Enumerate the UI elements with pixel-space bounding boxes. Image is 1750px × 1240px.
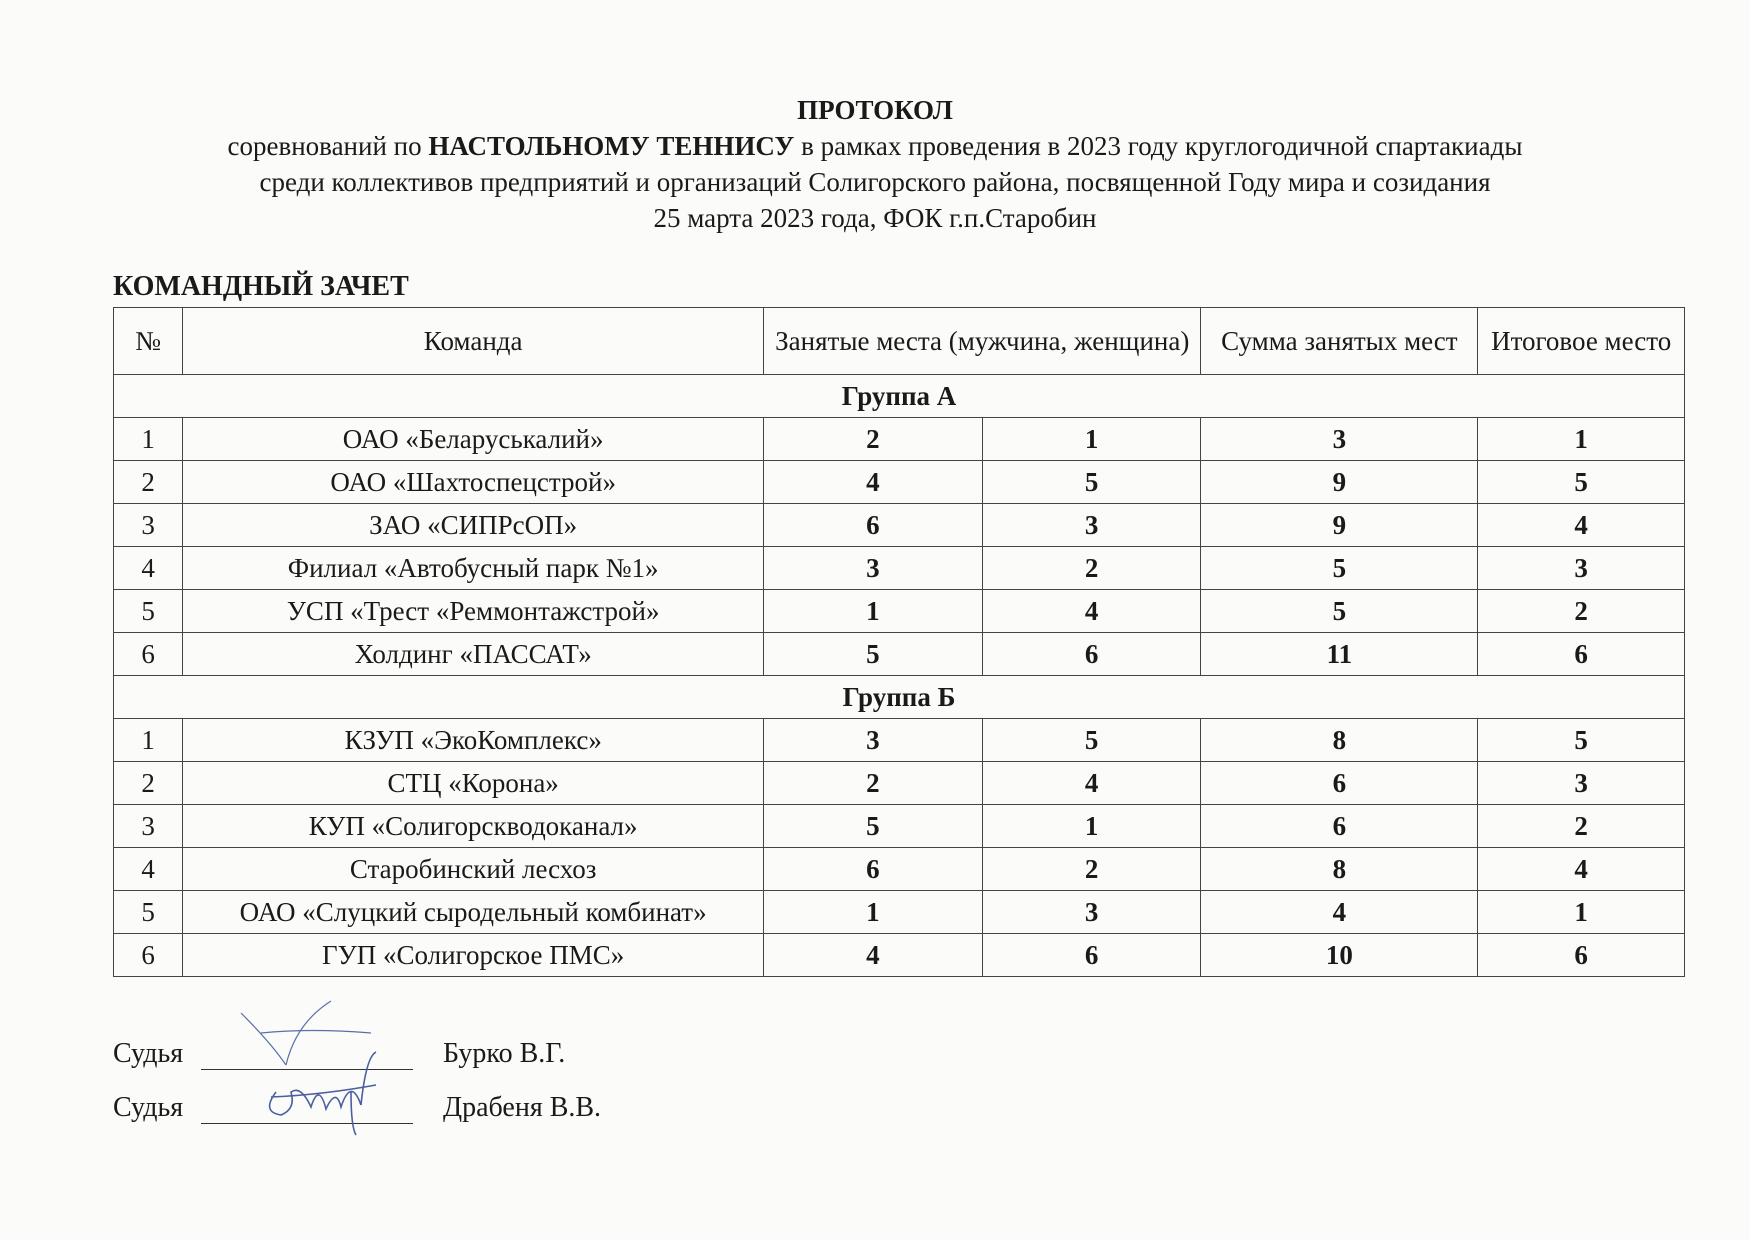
cell-team: ЗАО «СИПРсОП» <box>183 504 764 547</box>
header-team: Команда <box>183 308 764 375</box>
cell-sum: 9 <box>1201 504 1478 547</box>
header-line-1 <box>0 128 1750 164</box>
document-title: ПРОТОКОЛ <box>797 95 953 125</box>
table-row <box>114 762 1685 805</box>
table-row <box>114 848 1685 891</box>
cell-team: Филиал «Автобусный парк №1» <box>183 547 764 590</box>
cell-final-place: 2 <box>1478 590 1685 633</box>
cell-men-place: 5 <box>764 633 983 676</box>
header-line-3: 25 марта 2023 года, ФОК г.п.Старобин <box>653 203 1097 233</box>
cell-sum: 6 <box>1201 762 1478 805</box>
cell-final-place: 1 <box>1478 418 1685 461</box>
section-title: КОМАНДНЫЙ ЗАЧЕТ <box>113 271 409 302</box>
cell-sum: 8 <box>1201 719 1478 762</box>
cell-women-place: 6 <box>982 934 1201 977</box>
cell-men-place: 6 <box>764 848 983 891</box>
table-body <box>114 375 1685 977</box>
header-line-1-prefix: соревнований по <box>227 131 429 161</box>
cell-final-place: 4 <box>1478 848 1685 891</box>
cell-sum: 3 <box>1201 418 1478 461</box>
cell-women-place: 2 <box>982 547 1201 590</box>
cell-team: КУП «Солигорскводоканал» <box>183 805 764 848</box>
cell-sum: 9 <box>1201 461 1478 504</box>
group-name: Группа А <box>114 375 1685 418</box>
cell-final-place: 3 <box>1478 762 1685 805</box>
judge-label: Судья <box>113 1092 184 1123</box>
table-header-row <box>114 308 1685 375</box>
cell-men-place: 1 <box>764 590 983 633</box>
cell-women-place: 5 <box>982 461 1201 504</box>
cell-team: ГУП «Солигорское ПМС» <box>183 934 764 977</box>
judge-name: Бурко В.Г. <box>443 1038 566 1069</box>
cell-num: 2 <box>114 461 183 504</box>
cell-women-place: 3 <box>982 504 1201 547</box>
cell-team: Холдинг «ПАССАТ» <box>183 633 764 676</box>
cell-team: ОАО «Шахтоспецстрой» <box>183 461 764 504</box>
judge-signature-2 <box>113 1092 601 1124</box>
header-num: № <box>114 308 183 375</box>
cell-num: 4 <box>114 848 183 891</box>
header-line-1-suffix: в рамках проведения в 2023 году круглогодичной спартакиады <box>794 131 1523 161</box>
judge-name: Драбеня В.В. <box>443 1092 602 1123</box>
cell-final-place: 1 <box>1478 891 1685 934</box>
cell-sum: 5 <box>1201 590 1478 633</box>
cell-women-place: 1 <box>982 418 1201 461</box>
cell-final-place: 5 <box>1478 719 1685 762</box>
cell-women-place: 4 <box>982 590 1201 633</box>
signature-line <box>201 1097 413 1124</box>
sport-name: НАСТОЛЬНОМУ ТЕННИСУ <box>428 131 795 161</box>
cell-men-place: 6 <box>764 504 983 547</box>
cell-men-place: 4 <box>764 461 983 504</box>
table-row <box>114 891 1685 934</box>
cell-final-place: 5 <box>1478 461 1685 504</box>
cell-team: ОАО «Слуцкий сыродельный комбинат» <box>183 891 764 934</box>
cell-men-place: 3 <box>764 719 983 762</box>
cell-men-place: 4 <box>764 934 983 977</box>
cell-team: СТЦ «Корона» <box>183 762 764 805</box>
cell-women-place: 6 <box>982 633 1201 676</box>
results-table <box>113 307 1685 977</box>
cell-num: 1 <box>114 719 183 762</box>
cell-final-place: 6 <box>1478 934 1685 977</box>
document-header <box>0 92 1750 236</box>
header-final: Итоговое место <box>1478 308 1685 375</box>
cell-sum: 10 <box>1201 934 1478 977</box>
cell-team: ОАО «Беларуськалий» <box>183 418 764 461</box>
cell-final-place: 3 <box>1478 547 1685 590</box>
cell-num: 5 <box>114 891 183 934</box>
group-row <box>114 375 1685 418</box>
cell-women-place: 4 <box>982 762 1201 805</box>
cell-final-place: 2 <box>1478 805 1685 848</box>
header-sum: Сумма занятых мест <box>1201 308 1478 375</box>
table-row <box>114 934 1685 977</box>
cell-sum: 11 <box>1201 633 1478 676</box>
cell-men-place: 5 <box>764 805 983 848</box>
handwritten-signature-2 <box>201 1037 421 1137</box>
table-row <box>114 805 1685 848</box>
cell-team: УСП «Трест «Реммонтажстрой» <box>183 590 764 633</box>
cell-sum: 4 <box>1201 891 1478 934</box>
cell-num: 2 <box>114 762 183 805</box>
cell-men-place: 1 <box>764 891 983 934</box>
cell-men-place: 2 <box>764 418 983 461</box>
table-row <box>114 719 1685 762</box>
table-row <box>114 418 1685 461</box>
cell-men-place: 2 <box>764 762 983 805</box>
table-row <box>114 461 1685 504</box>
cell-men-place: 3 <box>764 547 983 590</box>
cell-sum: 8 <box>1201 848 1478 891</box>
cell-team: Старобинский лесхоз <box>183 848 764 891</box>
group-name: Группа Б <box>114 676 1685 719</box>
cell-women-place: 3 <box>982 891 1201 934</box>
header-places: Занятые места (мужчина, женщина) <box>764 308 1201 375</box>
cell-num: 3 <box>114 504 183 547</box>
table-row <box>114 504 1685 547</box>
cell-num: 4 <box>114 547 183 590</box>
cell-final-place: 4 <box>1478 504 1685 547</box>
cell-sum: 5 <box>1201 547 1478 590</box>
cell-num: 3 <box>114 805 183 848</box>
table-row <box>114 590 1685 633</box>
cell-final-place: 6 <box>1478 633 1685 676</box>
judge-label: Судья <box>113 1038 184 1069</box>
table-row <box>114 633 1685 676</box>
cell-women-place: 1 <box>982 805 1201 848</box>
cell-sum: 6 <box>1201 805 1478 848</box>
cell-women-place: 2 <box>982 848 1201 891</box>
cell-num: 1 <box>114 418 183 461</box>
header-line-2: среди коллективов предприятий и организаций Солигорского района, посвященной Году мира и созидания <box>259 167 1491 197</box>
cell-num: 6 <box>114 633 183 676</box>
table-row <box>114 547 1685 590</box>
group-row <box>114 676 1685 719</box>
cell-num: 6 <box>114 934 183 977</box>
cell-num: 5 <box>114 590 183 633</box>
cell-team: КЗУП «ЭкоКомплекс» <box>183 719 764 762</box>
cell-women-place: 5 <box>982 719 1201 762</box>
